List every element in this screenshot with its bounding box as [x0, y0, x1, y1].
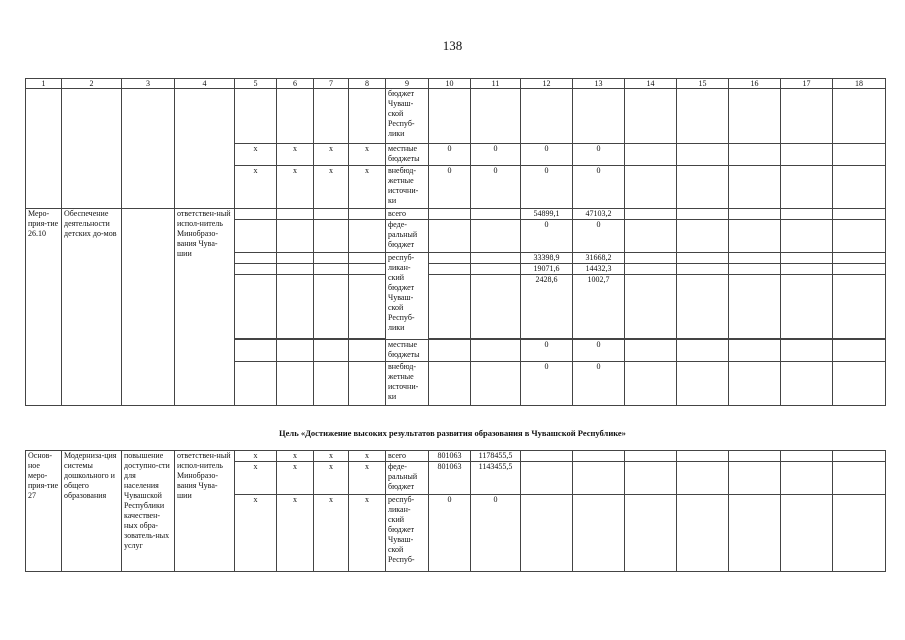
cell: 0	[471, 166, 521, 209]
funding-source: местные бюджеты	[386, 340, 429, 362]
cell: 19071,6	[521, 264, 573, 275]
col-number: 18	[833, 79, 886, 89]
funding-source: респуб-ликан-ский бюджет Чуваш-ской Респуб-лики	[386, 253, 429, 340]
cell: x	[277, 495, 314, 572]
cell: 0	[521, 340, 573, 362]
cell: x	[349, 495, 386, 572]
cell: 14432,3	[573, 264, 625, 275]
col-number: 10	[429, 79, 471, 89]
cell: x	[277, 144, 314, 166]
cell: 801063	[429, 451, 471, 462]
col-number: 6	[277, 79, 314, 89]
col-number: 7	[314, 79, 349, 89]
col-number: 3	[122, 79, 175, 89]
cell: x	[314, 166, 349, 209]
cell: 0	[521, 166, 573, 209]
col-number: 11	[471, 79, 521, 89]
col-number: 16	[729, 79, 781, 89]
col-number: 1	[26, 79, 62, 89]
col-number: 13	[573, 79, 625, 89]
table-row	[26, 89, 886, 144]
budget-table-top	[25, 78, 886, 406]
cell: 54899,1	[521, 209, 573, 220]
col-number: 4	[175, 79, 235, 89]
cell: x	[235, 495, 277, 572]
cell: x	[277, 451, 314, 462]
cell: 801063	[429, 462, 471, 495]
cell: 2428,6	[521, 275, 573, 339]
cell: x	[349, 166, 386, 209]
cell: 0	[429, 495, 471, 572]
col-number: 12	[521, 79, 573, 89]
funding-source: феде-ральный бюджет	[386, 220, 429, 253]
page-number: 138	[442, 38, 463, 53]
col-number: 8	[349, 79, 386, 89]
column-number-row	[26, 79, 886, 89]
measure-name: Обеспечение деятельности детских до-мов	[62, 209, 122, 406]
cell: x	[349, 144, 386, 166]
cell: 0	[573, 166, 625, 209]
table-row	[26, 451, 886, 462]
cell: 0	[429, 166, 471, 209]
cell: 0	[573, 220, 625, 253]
cell: 0	[573, 340, 625, 362]
funding-source: всего	[386, 209, 429, 220]
cell: x	[235, 451, 277, 462]
measure-id: Меро-прия-тие 26.10	[26, 209, 62, 406]
cell: x	[314, 495, 349, 572]
cell: x	[277, 166, 314, 209]
cell: 1143455,5	[471, 462, 521, 495]
cell: 31668,2	[573, 253, 625, 264]
col-number: 9	[386, 79, 429, 89]
cell: 0	[521, 362, 573, 406]
col-number: 17	[781, 79, 833, 89]
measure-goal: повышение доступно-сти для населения Чувашской Республики качествен-ных обра-зователь-ных услуг	[122, 451, 175, 572]
responsible-executor: ответствен-ный испол-нитель Минобразо-вания Чува-шии	[175, 451, 235, 572]
measure-name: Модерниза-ция системы дошкольного и общего образования	[62, 451, 122, 572]
responsible-executor: ответствен-ный испол-нитель Минобразо-вания Чува-шии	[175, 209, 235, 406]
cell: 0	[471, 144, 521, 166]
cell: x	[314, 462, 349, 495]
cell: 47103,2	[573, 209, 625, 220]
cell: x	[235, 144, 277, 166]
table-row	[26, 209, 886, 220]
col-number: 2	[62, 79, 122, 89]
cell: x	[235, 166, 277, 209]
cell: x	[314, 144, 349, 166]
cell: 0	[521, 144, 573, 166]
cell: x	[277, 462, 314, 495]
cell: 33398,9	[521, 253, 573, 264]
cell: x	[314, 451, 349, 462]
funding-source: бюджет Чуваш-ской Респуб-лики	[386, 89, 429, 144]
cell: 0	[573, 144, 625, 166]
funding-source: респуб-ликан-ский бюджет Чуваш-ской Респуб-	[386, 495, 429, 572]
cell: 0	[471, 495, 521, 572]
funding-source: внебюд-жетные источни-ки	[386, 166, 429, 209]
col-number: 5	[235, 79, 277, 89]
cell: 0	[429, 144, 471, 166]
cell: 1002,7	[573, 275, 625, 339]
funding-source: местные бюджеты	[386, 144, 429, 166]
goal-title: Цель «Достижение высоких результатов развития образования в Чувашской Республике»	[279, 428, 626, 438]
cell: 1178455,5	[471, 451, 521, 462]
measure-id: Основ-ное меро-прия-тие 27	[26, 451, 62, 572]
funding-source: внебюд-жетные источни-ки	[386, 362, 429, 406]
cell: 0	[573, 362, 625, 406]
cell: x	[349, 462, 386, 495]
col-number: 15	[677, 79, 729, 89]
cell: x	[235, 462, 277, 495]
cell: 0	[521, 220, 573, 253]
cell: x	[349, 451, 386, 462]
funding-source: феде-ральный бюджет	[386, 462, 429, 495]
budget-table-bottom	[25, 450, 886, 572]
funding-source: всего	[386, 451, 429, 462]
col-number: 14	[625, 79, 677, 89]
